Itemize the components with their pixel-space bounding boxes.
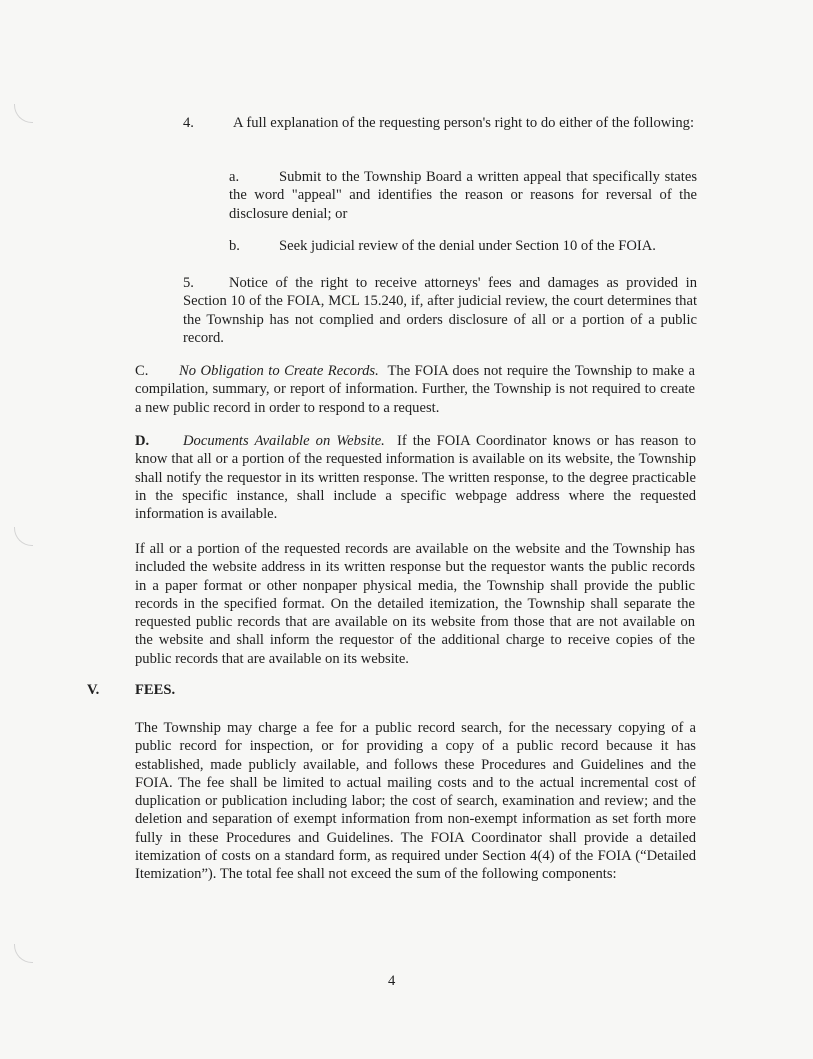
section-c-heading: No Obligation to Create Records.: [179, 363, 379, 379]
punch-hole-mark: [14, 104, 33, 123]
item-4-text: A full explanation of the requesting person's right to do either of the following:: [233, 115, 695, 131]
website-records-paragraph: If all or a portion of the requested records are available on the website and the Township has included the website address in its written response but the requestor wants the public records in a paper format or other nonpaper physical media, the Township shall provide the public records in the specified format. On the detailed itemization, the Township shall separate the requested public records that are available on its website from those that are not available on the website and shall inform the requestor of the additional charge to receive copies of the public records that are available on its website.: [135, 541, 695, 667]
sub-item-b-letter: b.: [229, 238, 240, 254]
item-5-number: 5.: [183, 275, 194, 291]
section-c-text: The FOIA does not require the Township to make a compilation, summary, or report of information. Further, the Township is not required to create a new public record in order to respond to a request.: [135, 363, 695, 416]
section-v-number: V.: [87, 682, 100, 698]
section-d-letter: D.: [135, 433, 150, 449]
section-c-letter: C.: [135, 363, 149, 379]
page-number: 4: [388, 973, 396, 989]
sub-item-b-text: Seek judicial review of the denial under Section 10 of the FOIA.: [279, 238, 656, 254]
item-5-text: Notice of the right to receive attorneys' fees and damages as provided in Section 10 of the FOIA, MCL 15.240, if, after judicial review, the court determines that the Township has not complied and orders disclosure of all or a portion of a public record.: [183, 275, 697, 346]
sub-item-a-letter: a.: [229, 169, 240, 185]
section-d-text: If the FOIA Coordinator knows or has reason to know that all or a portion of the requested information is available on its website, the Township shall notify the requestor in its written response. The written response, to the degree practicable in the specific instance, shall include a specific webpage address where the requested information is available.: [135, 433, 697, 523]
section-v-title: FEES.: [135, 682, 176, 698]
section-d-paragraph: [135, 432, 696, 523]
section-c-paragraph: [135, 362, 695, 417]
item-4-number: 4.: [183, 115, 194, 131]
section-d-heading: Documents Available on Website.: [183, 433, 385, 449]
punch-hole-mark: [14, 527, 33, 546]
punch-hole-mark: [14, 944, 33, 963]
fees-paragraph: The Township may charge a fee for a public record search, for the necessary copying of a public record for inspection, or for providing a copy of a public record because it has established, made publicly available, and follows these Procedures and Guidelines and the FOIA. The fee shall be limited to actual mailing costs and to the actual incremental cost of duplication or publication including labor; the cost of search, examination and review; and the deletion and separation of exempt information from non-exempt information as set forth more fully in these Procedures and Guidelines. The FOIA Coordinator shall provide a detailed itemization of costs on a standard form, as required under Section 4(4) of the FOIA (“Detailed Itemization”). The total fee shall not exceed the sum of the following components:: [135, 720, 696, 883]
sub-item-a-text: Submit to the Township Board a written appeal that specifically states the word "appeal" and identifies the reason or reasons for reversal of the disclosure denial; or: [229, 169, 697, 222]
